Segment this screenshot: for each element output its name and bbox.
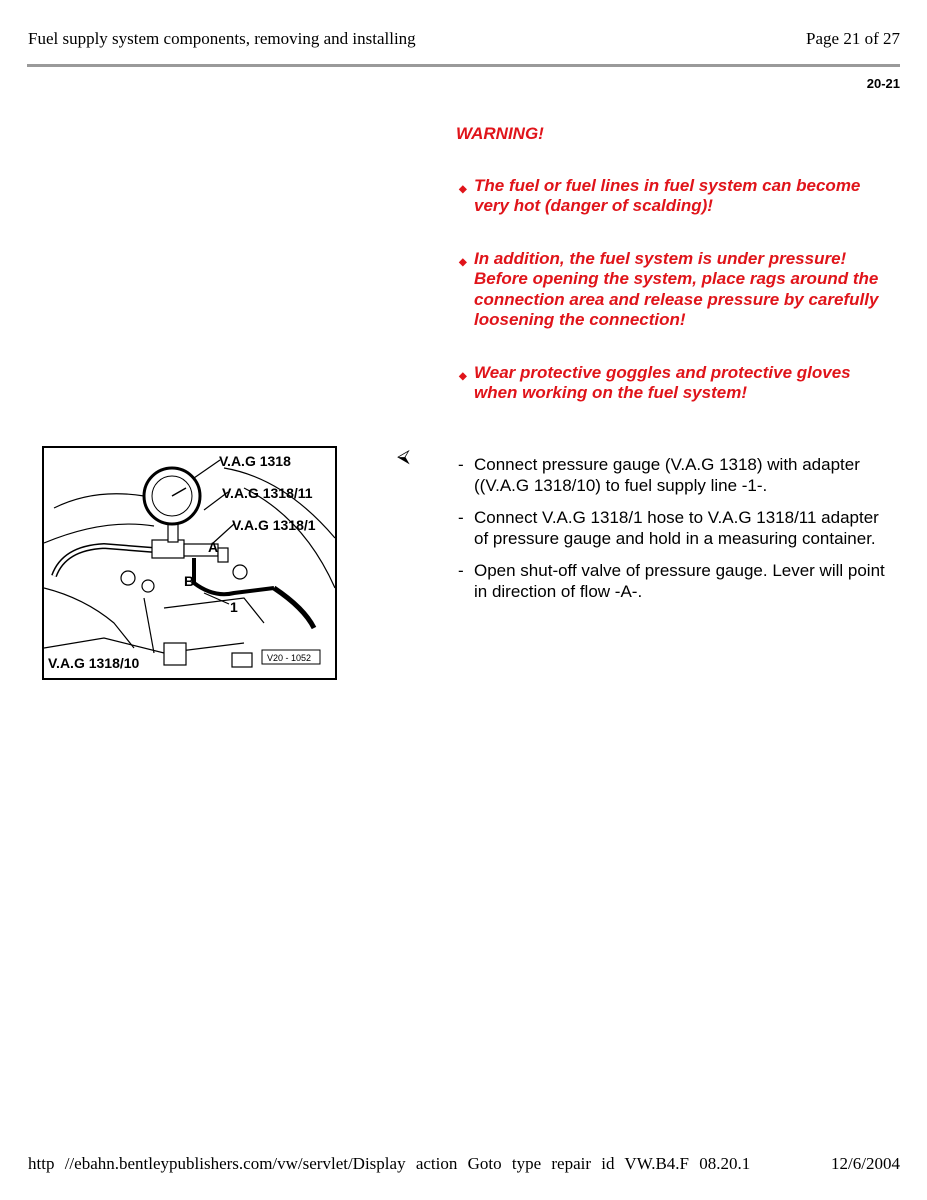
header-rule [27,64,900,67]
label-hose-1: V.A.G 1318/1 [232,517,316,533]
illustration-svg [44,448,335,678]
header-title: Fuel supply system components, removing and installing [28,29,416,48]
diamond-bullet-icon: ◆ [459,256,467,268]
dash-bullet: - [458,508,464,527]
procedure-step-text: Connect V.A.G 1318/1 hose to V.A.G 1318/11 adapter of pressure gauge and hold in a measuring container. [474,508,879,548]
header-page-count: Page 21 of 27 [806,29,900,48]
label-line-1: 1 [230,599,238,615]
figure-pointer-icon: ⮘ [397,446,410,466]
warning-item [456,176,896,217]
footer-url: http //ebahn.bentleypublishers.com/vw/servlet/Display action Goto type repair id VW.B4.F 08.20.1 [28,1154,751,1173]
section-page-number: 20-21 [866,76,900,91]
warning-item [456,249,896,331]
diamond-bullet-icon: ◆ [459,183,467,195]
diamond-bullet-icon: ◆ [459,370,467,382]
label-flow-a: A [208,539,219,555]
dash-bullet: - [458,561,464,580]
warning-item-text: Wear protective goggles and protective gloves when working on the fuel system! [474,362,851,402]
dash-bullet: - [458,455,464,474]
procedure-step [456,561,896,602]
procedure-step [456,455,896,496]
procedure-step [456,508,896,549]
warning-item-text: In addition, the fuel system is under pressure! Before opening the system, place rags around the connection area and release pressure by carefully loosening the connection! [474,248,879,329]
label-adapter-11: V.A.G 1318/11 [222,485,313,501]
label-code: V20 - 1052 [267,653,312,663]
warning-item [456,363,896,404]
label-gauge: V.A.G 1318 [219,453,291,469]
warning-title: WARNING! [456,124,544,143]
footer-date: 12/6/2004 [831,1154,900,1173]
procedure-step-text: Connect pressure gauge (V.A.G 1318) with adapter ((V.A.G 1318/10) to fuel supply line -1-. [474,455,860,495]
warning-item-text: The fuel or fuel lines in fuel system can become very hot (danger of scalding)! [474,175,861,215]
label-adapter-10: V.A.G 1318/10 [48,655,140,671]
warning-block [456,124,896,436]
procedure-steps [456,455,896,614]
label-b: B [184,573,195,589]
pressure-gauge-illustration [42,446,337,680]
procedure-step-text: Open shut-off valve of pressure gauge. Lever will point in direction of flow -A-. [474,561,885,601]
